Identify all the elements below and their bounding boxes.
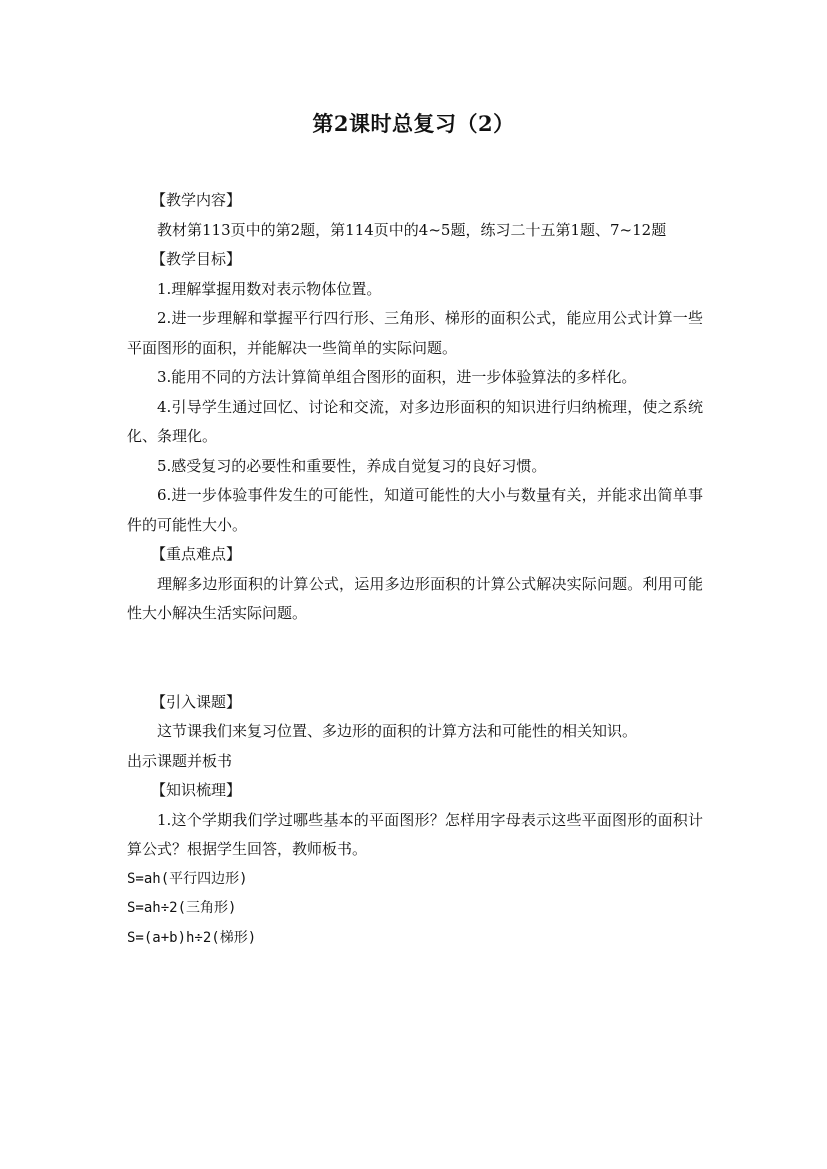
goal-item: 1.理解掌握用数对表示物体位置。 xyxy=(157,279,382,298)
goal-item: 2.进一步理解和掌握平行四行形、三角形、梯形的面积公式，能应用公式计算一些平面图形的面积，并能解决一些简单的实际问题。 xyxy=(127,309,703,357)
section-heading-knowledge: 【知识梳理】 xyxy=(151,781,242,799)
section-heading-goals: 【教学目标】 xyxy=(151,250,242,268)
goal-item: 5.感受复习的必要性和重要性，养成自觉复习的良好习惯。 xyxy=(157,456,547,475)
section-heading-intro: 【引入课题】 xyxy=(151,692,242,711)
keypoints-text: 理解多边形面积的计算公式，运用多边形面积的计算公式解决实际问题。利用可能性大小解决生活实际问题。 xyxy=(127,574,703,622)
formula-parallelogram: S=ah(平行四边形) xyxy=(127,870,248,887)
intro-board-text: 出示课题并板书 xyxy=(127,751,233,770)
goal-item: 6.进一步体验事件发生的可能性，知道可能性的大小与数量有关，并能求出简单事件的可能性大小。 xyxy=(127,486,703,534)
goal-item: 3.能用不同的方法计算简单组合图形的面积，进一步体验算法的多样化。 xyxy=(157,368,637,386)
formula-triangle: S=ah÷2(三角形) xyxy=(127,900,237,916)
section-heading-content: 【教学内容】 xyxy=(151,191,242,209)
page-title: 第2课时总复习（2） xyxy=(312,111,515,136)
section-spacer xyxy=(127,629,703,688)
goal-item: 4.引导学生通过回忆、讨论和交流，对多边形面积的知识进行归纳梳理，使之系统化、条理化。 xyxy=(127,397,703,445)
section-heading-keypoints: 【重点难点】 xyxy=(151,545,242,563)
knowledge-text: 1.这个学期我们学过哪些基本的平面图形？怎样用字母表示这些平面图形的面积计算公式？根据学生回答，教师板书。 xyxy=(127,810,703,858)
intro-text: 这节课我们来复习位置、多边形的面积的计算方法和可能性的相关知识。 xyxy=(157,722,638,740)
content-text: 教材第113页中的第2题，第114页中的4~5题，练习二十五第1题、7~12题 xyxy=(157,220,667,239)
formula-trapezoid: S=(a+b)h÷2(梯形) xyxy=(127,929,257,946)
document-body xyxy=(127,186,703,953)
